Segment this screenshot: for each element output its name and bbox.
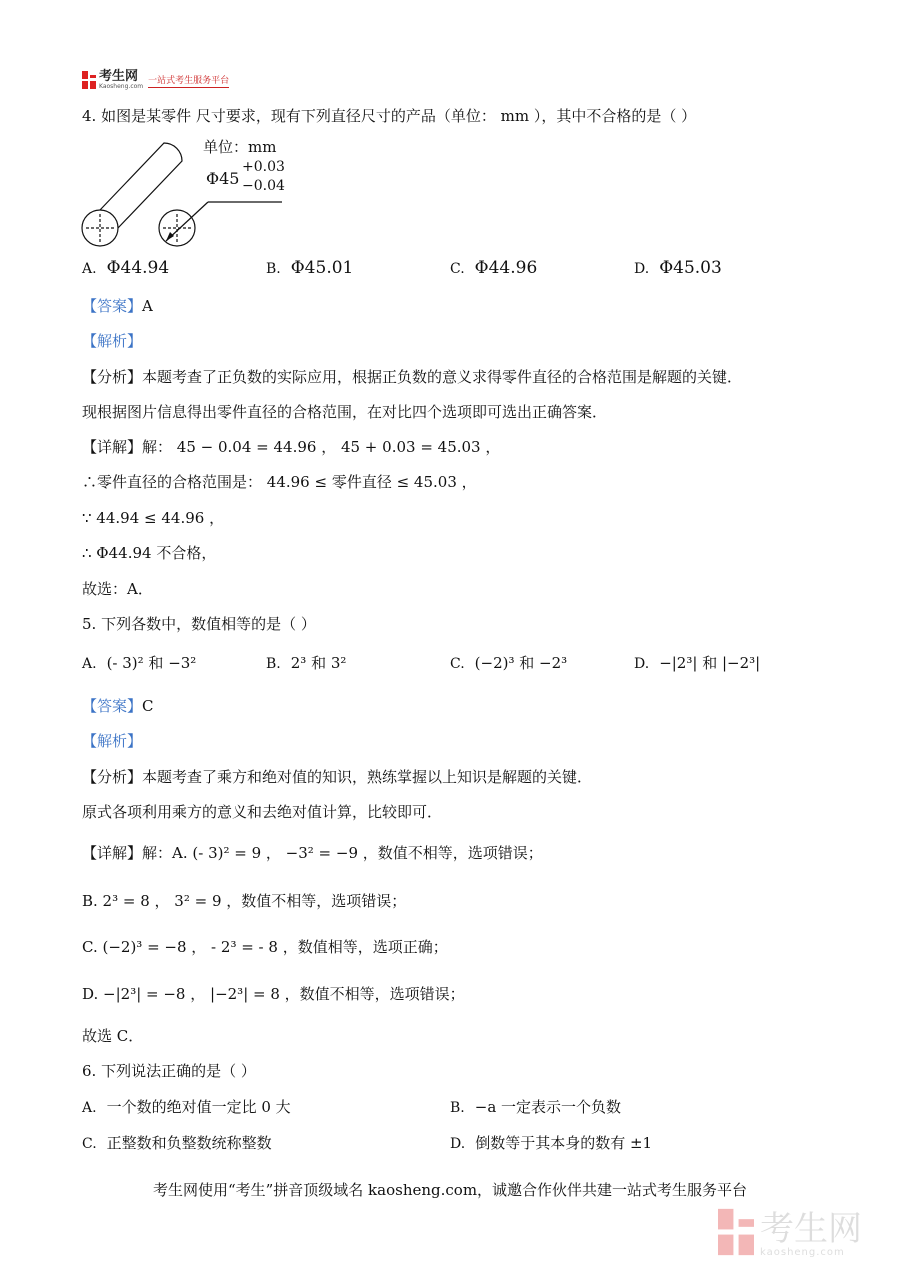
q5-option-c: C. (−2)³ 和 −2³ (450, 654, 568, 672)
q4-analysis-tag: 【解析】 (82, 332, 143, 350)
logo-mark-icon (82, 71, 96, 89)
q4-option-a: A. Φ44.94 (82, 258, 170, 278)
q5-stem: 5. 下列各数中，数值相等的是（ ） (82, 615, 316, 633)
watermark (718, 1208, 862, 1260)
q5-conclusion: 故选 C． (82, 1027, 144, 1045)
q6-option-d: D. 倒数等于其本身的数有 ±1 (450, 1134, 653, 1152)
q5-detail-d: D. −|2³| = −8 ， |−2³| = 8 ，数值不相等，选项错误； (82, 985, 465, 1003)
q4-stem: 4. 如图是某零件 尺寸要求，现有下列直径尺寸的产品（单位： mm ），其中不合格的是（ ） (82, 107, 697, 125)
q5-detail-b: B. 2³ = 8 ， 3² = 9 ，数值不相等，选项错误； (82, 892, 407, 910)
q6-option-c: C. 正整数和负整数统称整数 (82, 1134, 272, 1152)
footer-text: 考生网使用“考生”拼音顶级域名 kaosheng.com，诚邀合作伙伴共建一站式考生服务平台 (152, 1181, 748, 1199)
q6-option-a: A. 一个数的绝对值一定比 0 大 (82, 1098, 291, 1116)
watermark-name: 考生网 (760, 1208, 862, 1249)
q5-detail-a: 【详解】解：A. (- 3)² = 9 ， −3² = −9 ，数值不相等，选项错误； (82, 844, 543, 862)
header-logo (82, 70, 229, 90)
logo-name: 考生网 (99, 69, 139, 84)
q4-option-c: C. Φ44.96 (450, 258, 538, 278)
figure-lower-tolerance: −0.04 (242, 178, 285, 194)
q6-stem: 6. 下列说法正确的是（ ） (82, 1062, 256, 1080)
q4-detail-1: 【详解】解： 45 − 0.04 = 44.96 ， 45 + 0.03 = 45.03 ， (82, 438, 501, 456)
q5-answer: 【答案】C (82, 697, 154, 715)
logo-domain: Kaosheng.com (99, 83, 144, 90)
q5-option-d: D. −|2³| 和 |−2³| (634, 654, 761, 672)
q4-fenxi: 【分析】本题考查了正负数的实际应用，根据正负数的意义求得零件直径的合格范围是解题的关键． (82, 368, 743, 386)
q6-option-b: B. −a 一定表示一个负数 (450, 1098, 622, 1116)
q4-detail-4: ∴ Φ44.94 不合格， (82, 544, 217, 562)
watermark-domain: kaosheng.com (760, 1246, 845, 1258)
logo-slogan: 一站式考生服务平台 (148, 73, 229, 88)
figure-phi-label: Φ45 (206, 169, 240, 188)
q4-detail-3: ∵ 44.94 ≤ 44.96 ， (82, 509, 225, 527)
q4-figure (80, 135, 290, 250)
q5-fenxi: 【分析】本题考查了乘方和绝对值的知识，熟练掌握以上知识是解题的关键． (82, 768, 593, 786)
q5-option-a: A. (- 3)² 和 −3² (82, 654, 197, 672)
figure-upper-tolerance: +0.03 (242, 159, 285, 175)
q4-option-b: B. Φ45.01 (266, 258, 354, 278)
q5-detail-c: C. (−2)³ = −8 ， - 2³ = - 8 ，数值相等，选项正确； (82, 938, 448, 956)
q5-analysis-tag: 【解析】 (82, 732, 143, 750)
q5-fenxi-2: 原式各项利用乘方的意义和去绝对值计算，比较即可． (82, 803, 443, 821)
q4-fenxi-2: 现根据图片信息得出零件直径的合格范围，在对比四个选项即可选出正确答案． (82, 403, 608, 421)
q4-answer: 【答案】A (82, 297, 153, 315)
q4-detail-2: ∴零件直径的合格范围是： 44.96 ≤ 零件直径 ≤ 45.03 ， (82, 473, 477, 491)
watermark-mark-icon (718, 1208, 754, 1260)
figure-unit-label: 单位：mm (203, 138, 277, 156)
q4-detail-5: 故选：A． (82, 580, 153, 598)
q5-option-b: B. 2³ 和 3² (266, 654, 347, 672)
q4-option-d: D. Φ45.03 (634, 258, 722, 278)
